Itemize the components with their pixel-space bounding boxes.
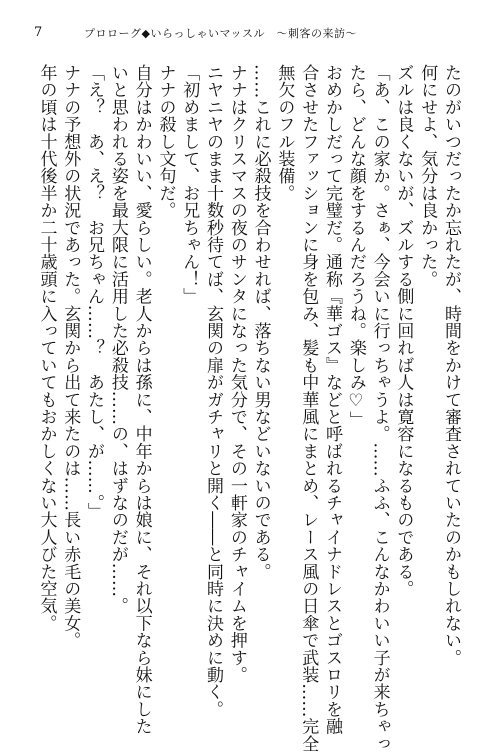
text-line: 合させたファッションに身を包み、髪も中華風にまとめ、レース風の日傘で武装……完全 bbox=[298, 64, 319, 752]
text-line: 年の頃は十代後半か二十歳頭に入っていてもおかしくない大人びた空気。 bbox=[36, 64, 57, 632]
text-line: ナナはクリスマスの夜のサンタになった気分で、その一軒家のチャイムを押す。 bbox=[226, 64, 247, 684]
text-line: ……これに必殺技を合わせれば、落ちない男などいないのである。 bbox=[250, 64, 271, 580]
text-line: ズルは良くないが、ズルする側に回れば人は寛容になるものである。 bbox=[393, 64, 414, 598]
text-line: 無欠のフル装備。 bbox=[274, 64, 295, 202]
text-line: たのがいつだったか忘れたが、時間をかけて審査されていたのかもしれない。 bbox=[441, 64, 461, 666]
text-line: いと思われる姿を最大限に活用した必殺技……の、はずなのだが……。 bbox=[107, 64, 128, 615]
text-line: 「え？ あ、え？ お兄ちゃん……？ あたし、が……。」 bbox=[84, 64, 105, 520]
text-line: ナナの殺し文句だ。 bbox=[155, 64, 176, 219]
text-line: 自分はかわいい、愛らしい。老人からは孫に、中年からは娘に、それ以下なら妹にした bbox=[131, 64, 152, 735]
novel-body-text bbox=[34, 64, 462, 752]
text-line: 何にせよ、気分は良かった。 bbox=[417, 64, 438, 288]
text-line: たら、どんな顔をするんだろうね。楽しみ♡」 bbox=[345, 64, 366, 429]
text-line: ナナの予想外の状況であった。玄関から出て来たのは……長い赤毛の美女。 bbox=[60, 64, 81, 649]
text-line: 「あ、この家か。さぁ、今会いに行っちゃうよ。……ふふ、こんなかわいい子が来ちゃっ bbox=[369, 64, 390, 752]
text-line: 「初めまして、お兄ちゃん！」 bbox=[179, 64, 200, 305]
text-line: ニヤニヤのまま十数秒待てば、玄関の扉がガチャリと開く――と同時に決めに動く。 bbox=[203, 64, 224, 718]
text-line: おめかしだって完璧だ。通称『華ゴス』などと呼ばれるチャイナドレスとゴスロリを融 bbox=[322, 64, 343, 735]
page-number: 7 bbox=[34, 25, 43, 40]
running-header: プロローグ◆いらっしゃいマッスル ～刺客の来訪～ bbox=[84, 27, 358, 40]
